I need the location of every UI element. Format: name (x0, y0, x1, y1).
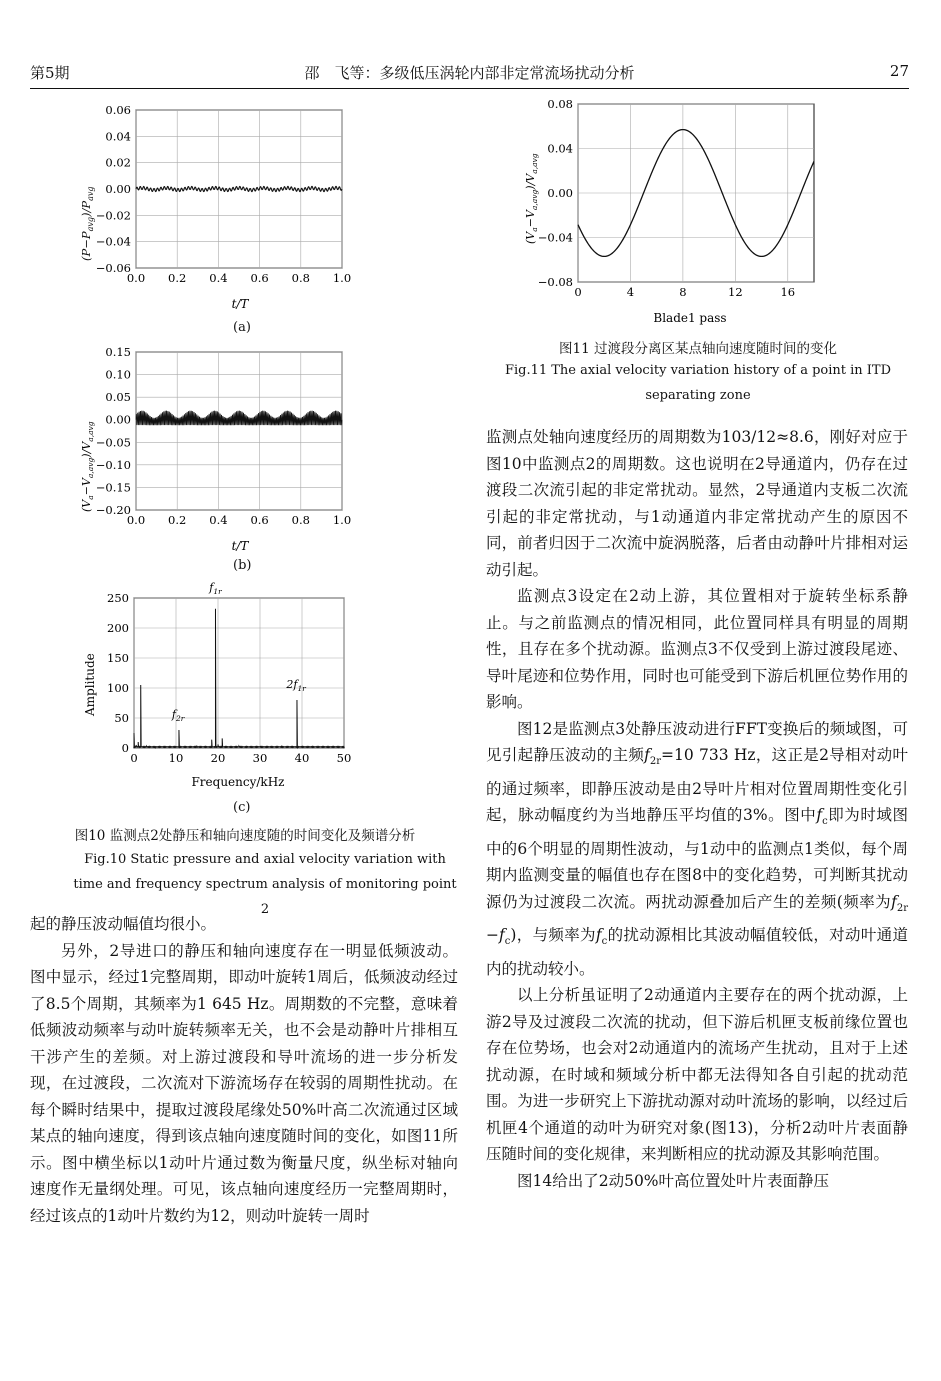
fig10c-xtick-label: 10 (168, 751, 184, 765)
left-paragraph-1: 另外，2导进口的静压和轴向速度存在一明显低频波动。图中显示，经过1完整周期，即动叶旋转1周后，低频波动经过了8.5个周期，其频率为1 645 Hz。周期数的不完整，意味着低频波动频率与动叶旋转频率无关，也不会是动静叶片排相互干涉产生的差频。对上游过渡段和导叶流场的进一步分析发现，在过渡段，二次流对下游流场存在较弱的周期性扰动。在每个瞬时结果中，提取过渡段尾缘处50%叶高二次流通过区域某点的轴向速度，得到该点轴向速度随时间的变化，如图11所示。图中横坐标以1动叶片通过数为衡量尺度，纵坐标对轴向速度作无量纲处理。可见，该点轴向速度经历一完整周期时，经过该点的1动叶片数约为12，则动叶旋转一周时 (30, 941, 458, 1225)
left-column-text (30, 911, 458, 1229)
fig10c-chart (74, 578, 374, 800)
right-paragraph-0: 监测点处轴向速度经历的周期数为103/12≈8.6，刚好对应于图10中监测点2的周期数。这也说明在2导通道内，仍存在过渡段二次流引起的非定常扰动。显然，2导通道内支板二次流引起的非定常扰动，与1动通道内非定常扰动产生的原因不同，前者归因于二次流中旋涡脱落，后者由动静叶片排相对运动引起。 (486, 428, 908, 579)
fig10a-xtick-label: 0.2 (168, 271, 187, 285)
fig10a-ytick-label: −0.04 (95, 234, 131, 249)
running-header (30, 62, 909, 86)
fig10b-xtick-label: 1.0 (332, 513, 352, 527)
fig10-caption-zh: 图10 监测点2处静压和轴向速度随的时间变化及频谱分析 (74, 828, 416, 844)
fig10b-xtick-label: 0.8 (291, 513, 310, 527)
fig10b-series-line (136, 411, 342, 425)
right-paragraph-1: 监测点3设定在2动上游，其位置相对于旋转坐标系静止。与之前监测点的情况相同，此位置同样具有明显的周期性，且存在多个扰动源。监测点3不仅受到上游过渡段尾迹、导叶尾迹和位势作用，同时也可能受到下游后机匣位势作用的影响。 (486, 587, 908, 711)
fig10c-series-line (133, 609, 344, 748)
fig10a-ytick-label: −0.02 (95, 208, 131, 223)
fig10b-ytick-label: −0.10 (95, 457, 131, 472)
fig10a-xtick-label: 0.6 (250, 271, 269, 285)
fig11-xtick-label: 0 (574, 285, 582, 299)
fig11-xlabel: Blade1 pass (653, 311, 727, 325)
fig10b-ytick-label: −0.05 (95, 435, 131, 450)
fig11-ytick-label: −0.04 (537, 230, 573, 245)
right-column-text (486, 424, 908, 1194)
fig10a-xtick-label: 0.0 (126, 271, 146, 285)
fig10c-xtick-label: 20 (210, 751, 226, 765)
fig10a-xtick-label: 0.4 (209, 271, 228, 285)
fig10c-xtick-label: 40 (294, 751, 310, 765)
fig10a-ytick-label: 0.04 (105, 129, 131, 144)
fig10a-chart (74, 98, 364, 313)
fig10c-ytick-label: 50 (114, 711, 129, 725)
fig10c-annot-f1r: $f_{1r}$ (209, 580, 222, 596)
fig10a-ytick-label: 0.06 (105, 103, 131, 117)
fig10b-ytick-label: 0.10 (105, 367, 131, 382)
fig11-xtick-label: 16 (780, 285, 796, 299)
fig10b-chart (74, 342, 364, 557)
fig10b-ytick-label: −0.15 (95, 480, 131, 495)
fig10a-sublabel: (a) (233, 320, 251, 335)
fig11-ytick-label: 0.04 (547, 141, 573, 156)
fig10-caption-en: Fig.10 Static pressure and axial velocity variation with time and frequency spectrum analysis of monitoring point 2 (73, 852, 457, 917)
fig10a-ytick-label: 0.02 (105, 155, 131, 170)
fig10b-frame (136, 352, 342, 510)
fig10c-xtick-label: 30 (252, 751, 268, 765)
fig10c-xtick-label: 0 (130, 751, 138, 765)
fig10c-ytick-label: 250 (107, 591, 129, 605)
fig10b-xtick-label: 0.6 (250, 513, 269, 527)
fig11-xtick-label: 12 (728, 285, 743, 299)
fig10a-ytick-label: −0.06 (95, 261, 131, 275)
fig10a-series-line (136, 186, 342, 191)
fig11-xtick-label: 4 (626, 285, 635, 299)
right-paragraph-4: 图14给出了2动50%叶高位置处叶片表面静压 (517, 1171, 830, 1190)
fig10a-xtick-label: 1.0 (332, 271, 352, 285)
fig10b-ytick-label: 0.05 (105, 390, 131, 405)
fig10c-xlabel: Frequency/kHz (191, 775, 285, 789)
fig11-ytick-label: 0.00 (547, 186, 573, 200)
running-title: 邵 飞等：多级低压涡轮内部非定常流场扰动分析 (304, 64, 635, 82)
fig10b-xtick-label: 0.4 (209, 513, 228, 527)
fig10c-ytick-label: 150 (107, 651, 129, 665)
fig10c-ytick-label: 100 (107, 681, 129, 695)
fig10c-ytick-label: 0 (121, 741, 129, 755)
fig10b-ytick-label: −0.20 (95, 503, 131, 517)
fig10c-sublabel: (c) (233, 800, 251, 815)
fig10c-frame (134, 598, 344, 748)
fig10b-xlabel: t/T (231, 539, 249, 553)
fig11-xtick-label: 8 (679, 285, 687, 299)
fig11-ylabel: $(V_a-V_{a,avg})/V_{a,avg}$ (524, 153, 539, 244)
fig10a-ytick-label: 0.00 (105, 182, 131, 196)
fig10c-ytick-label: 200 (107, 621, 129, 635)
fig10c-ylabel: Amplitude (83, 653, 97, 716)
page-number: 27 (889, 62, 909, 80)
fig11-chart (520, 96, 820, 328)
fig10a-ylabel: $(P-P_{avg})/P_{avg}$ (79, 186, 95, 261)
fig10c-annot-2f1r: $2f_{1r}$ (286, 678, 306, 693)
fig10b-xtick-label: 0.0 (126, 513, 146, 527)
right-paragraph-2: 图12是监测点3处静压波动进行FFT变换后的频域图，可见引起静压波动的主频$f_{2r}=10$ 733 Hz，这正是2导相对动叶的通过频率，即静压波动是由2导叶片相对位置周期性变化引起，脉动幅度约为当地静压平均值的3%。图中$f_c$即为时域图中的6个明显的周期性波动，与1动中的监测点1类似，每个周期内监测变量的幅值也存在图8中的变化趋势，可判断其扰动源仍为过渡段二次流。两扰动源叠加后产生的差频(频率为$f_{2r} -f_c$)，与频率为$f_c$的扰动源相比其波动幅值较低，对动叶通道内的扰动较小。 (486, 719, 908, 978)
issue-number: 第5期 (30, 64, 70, 82)
fig10b-xtick-label: 0.2 (168, 513, 187, 527)
left-paragraph-0: 起的静压波动幅值均很小。 (30, 915, 217, 933)
fig10b-sublabel: (b) (233, 558, 252, 573)
fig10b-ytick-label: 0.00 (105, 412, 131, 427)
fig11-caption-zh: 图11 过渡段分离区某点轴向速度随时间的变化 (559, 341, 837, 357)
fig10b-ytick-label: 0.15 (105, 345, 131, 359)
header-rule (30, 88, 909, 89)
fig11-caption-en: Fig.11 The axial velocity variation history of a point in ITD separating zone (504, 363, 892, 403)
right-paragraph-3: 以上分析虽证明了2动通道内主要存在的两个扰动源，上游2导及过渡段二次流的扰动，但下游后机匣支板前缘位置也存在位势场，也会对2动通道内的流场产生扰动，且对于上述扰动源，在时域和频域分析中都无法得知各自引起的扰动范围。为进一步研究上下游扰动源对动叶流场的影响，以经过后机匣4个通道的动叶为研究对象(图13)，分析2动叶片表面静压随时间的变化规律，来判断相应的扰动源及其影响范围。 (486, 986, 908, 1164)
fig10b-ylabel: $(V_a-V_{a,avg})/V_{a,avg}$ (80, 421, 95, 512)
fig11-ytick-label: −0.08 (537, 275, 573, 289)
fig10c-xtick-label: 50 (336, 751, 352, 765)
fig10a-xlabel: t/T (231, 297, 249, 311)
fig11-ytick-label: 0.08 (547, 97, 573, 111)
fig10a-xtick-label: 0.8 (291, 271, 310, 285)
fig10c-annot-f2r: $f_{2r}$ (171, 708, 185, 723)
